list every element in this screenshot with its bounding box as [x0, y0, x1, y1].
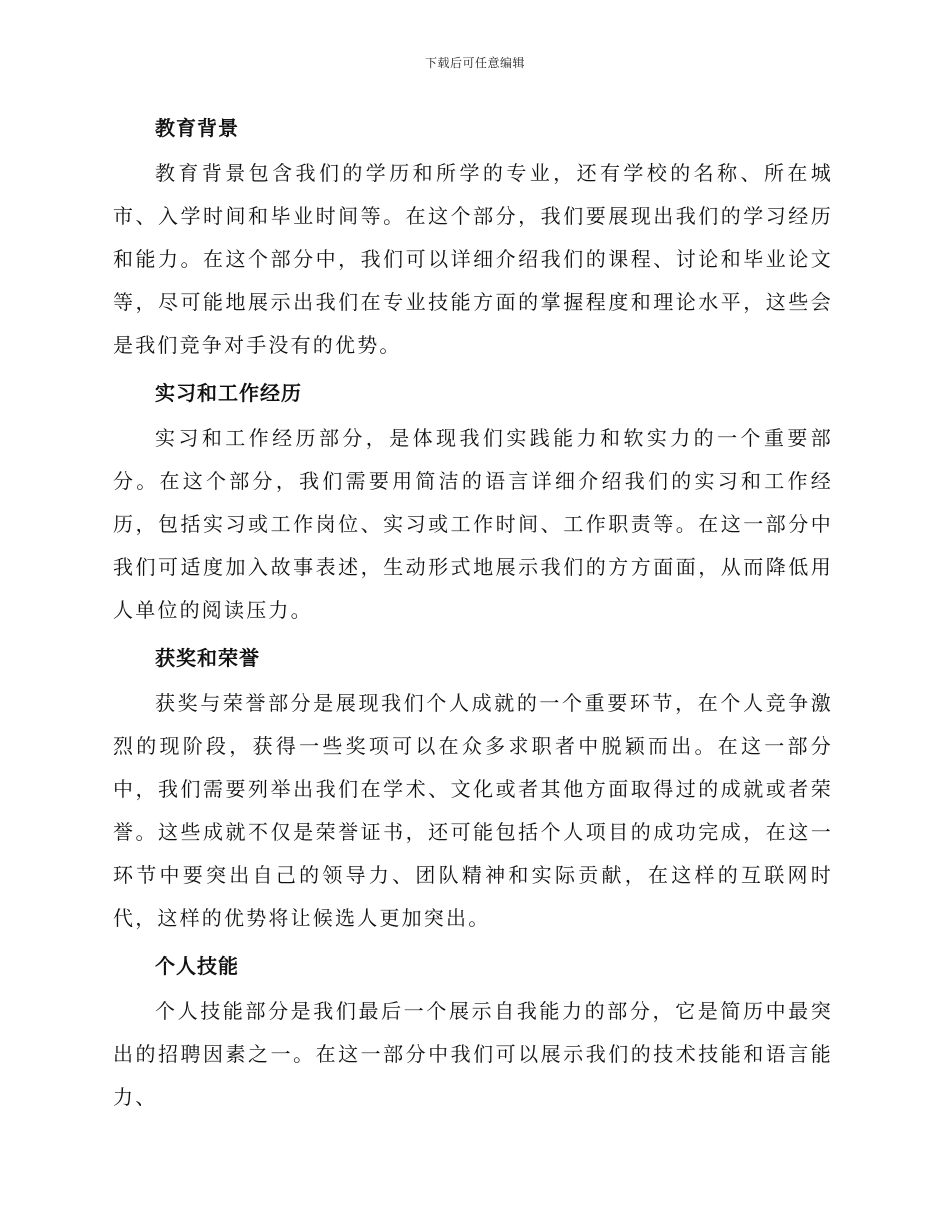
- section-heading: 个人技能: [155, 954, 239, 978]
- section-heading: 教育背景: [155, 116, 239, 140]
- section-paragraph: 教育背景包含我们的学历和所学的专业，还有学校的名称、所在城市、入学时间和毕业时间等。在这个部分，我们要展现出我们的学习经历和能力。在这个部分中，我们可以详细介绍我们的课程、讨论和毕业论文等，尽可能地展示出我们在专业技能方面的掌握程度和理论水平，这些会是我们竞争对手没有的优势。: [113, 161, 833, 357]
- section-education: [113, 108, 833, 367]
- section-paragraph: 获奖与荣誉部分是展现我们个人成就的一个重要环节，在个人竞争激烈的现阶段，获得一些奖项可以在众多求职者中脱颖而出。在这一部分中，我们需要列举出我们在学术、文化或者其他方面取得过的成就或者荣誉。这些成就不仅是荣誉证书，还可能包括个人项目的成功完成，在这一环节中要突出自己的领导力、团队精神和实际贡献，在这样的互联网时代，这样的优势将让候选人更加突出。: [113, 691, 833, 930]
- page-header: 下载后可任意编辑: [424, 56, 525, 70]
- section-paragraph: 实习和工作经历部分，是体现我们实践能力和软实力的一个重要部分。在这个部分，我们需要用简洁的语言详细介绍我们的实习和工作经历，包括实习或工作岗位、实习或工作时间、工作职责等。在这一部分中我们可适度加入故事表述，生动形式地展示我们的方方面面，从而降低用人单位的阅读压力。: [113, 426, 833, 622]
- section-paragraph: 个人技能部分是我们最后一个展示自我能力的部分，它是简历中最突出的招聘因素之一。在这一部分中我们可以展示我们的技术技能和语言能力、: [113, 999, 833, 1109]
- section-internship-work: [113, 373, 833, 632]
- section-awards-honors: [113, 638, 833, 940]
- document-body: [113, 108, 833, 1125]
- section-heading: 获奖和荣誉: [155, 646, 260, 670]
- section-heading: 实习和工作经历: [155, 381, 302, 405]
- section-personal-skills: [113, 946, 833, 1119]
